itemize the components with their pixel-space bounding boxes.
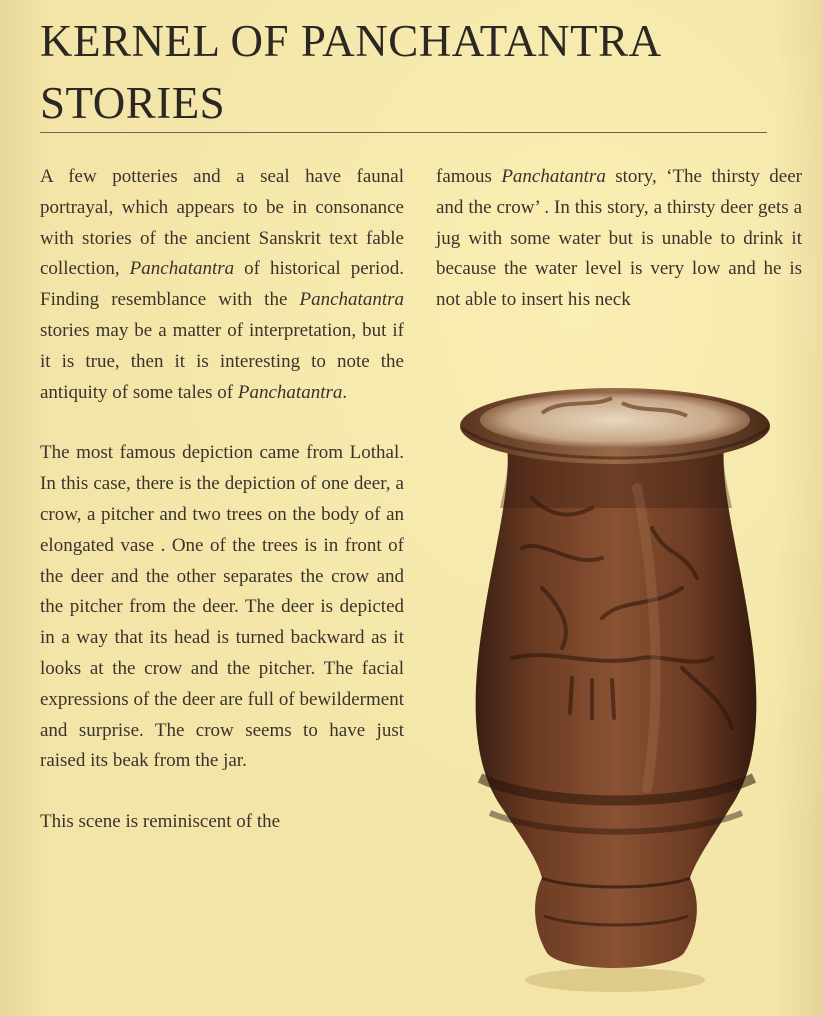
page-title bbox=[40, 10, 780, 134]
left-text-column bbox=[40, 162, 404, 838]
text-span: . bbox=[342, 381, 348, 403]
lothal-vase-photo bbox=[452, 368, 778, 1000]
title-divider bbox=[40, 132, 767, 133]
text-span: famous bbox=[436, 166, 502, 187]
text-span: A few potteries and a seal have faunal portrayal, which appears to be in consonance with stories of the ancient Sanskrit text fable collection, bbox=[40, 166, 404, 280]
text-span: of historical period. Finding resemblance with the bbox=[40, 258, 404, 311]
italic-term: Panchatantra bbox=[299, 289, 404, 311]
paragraph-story bbox=[436, 162, 802, 316]
text-span: stories may be a matter of interpretation, but if it is true, then it is interesting to note the antiquity of some tales of bbox=[40, 319, 404, 403]
paragraph-reminiscent: This scene is reminiscent of the bbox=[40, 811, 281, 833]
title-line-1: KERNEL OF PANCHATANTRA bbox=[40, 16, 662, 66]
right-text-column bbox=[436, 162, 802, 316]
title-line-2: STORIES bbox=[40, 78, 226, 128]
italic-term: Panchatantra bbox=[129, 258, 235, 280]
vase-mouth bbox=[480, 392, 750, 448]
italic-term: Panchatantra bbox=[501, 166, 606, 187]
italic-term: Panchatantra bbox=[237, 381, 343, 403]
paragraph-lothal: The most famous depiction came from Lothal. In this case, there is the depiction of one deer, a crow, a pitcher and two trees on the body of an elongated vase . One of the trees is in front of the deer and the other separates the crow and the pitcher from the deer. The deer is depicted in a way that its head is turned backward as it looks at the crow and the pitcher. The facial expressions of the deer are full of bewilderment and surprise. The crow seems to have just raised its beak from the jar. bbox=[40, 442, 404, 772]
text-span: story, ‘The thirsty deer and the crow’ . In this story, a thirsty deer gets a jug with some water but is unable to drink it because the water level is very low and he is not able to insert his neck bbox=[436, 166, 802, 311]
vase-body bbox=[476, 446, 757, 968]
paragraph-intro bbox=[40, 162, 404, 408]
vase-illustration bbox=[452, 368, 778, 1000]
vase-shadow bbox=[525, 968, 705, 992]
